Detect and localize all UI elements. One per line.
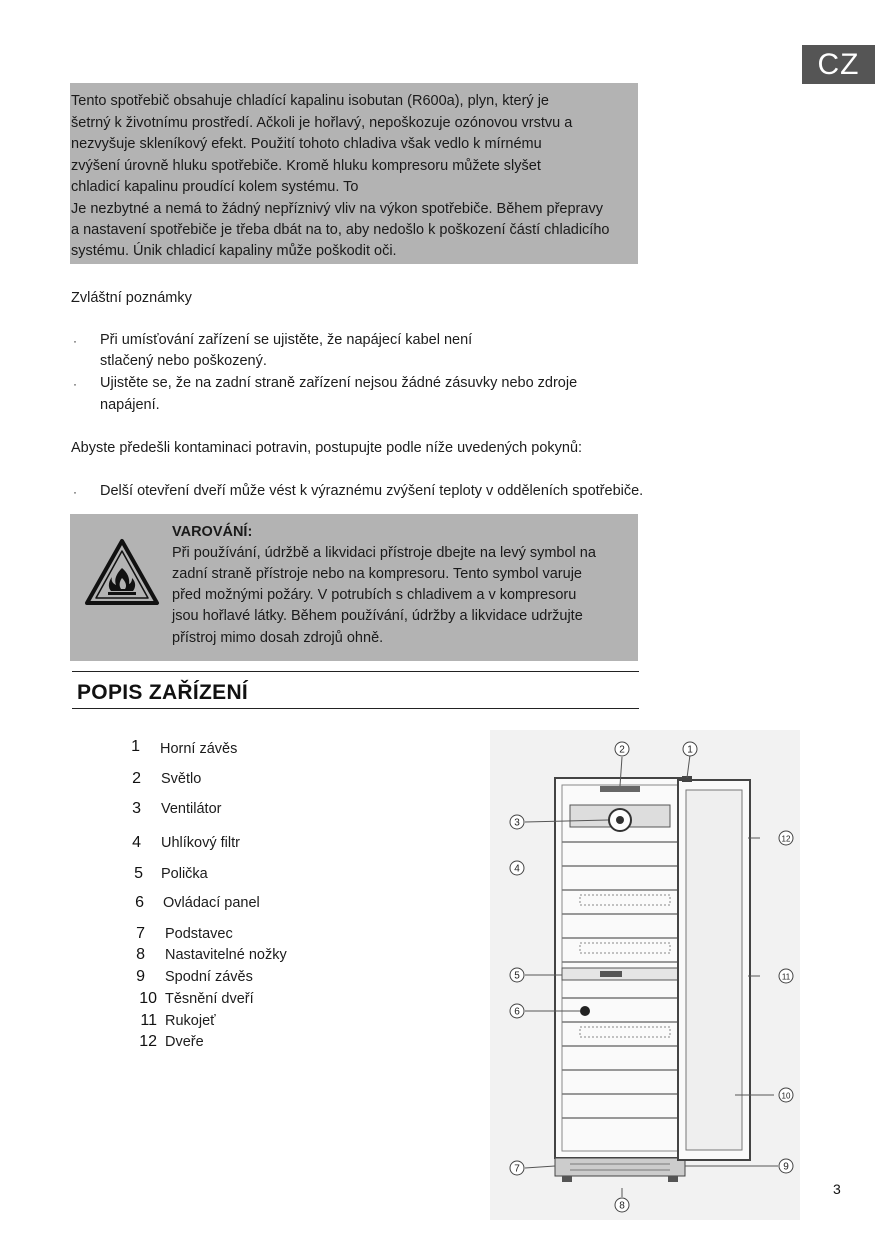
part-label: Horní závěs — [160, 741, 238, 757]
callout-label: 5 — [514, 970, 520, 982]
note-item-2-line-1: Ujistěte se, že na zadní straně zařízení nejsou žádné zásuvky nebo zdroje — [100, 375, 578, 391]
part-label: Polička — [161, 866, 208, 882]
part-number: 2 — [132, 770, 141, 787]
callout-label: 2 — [619, 744, 625, 756]
part-number: 6 — [135, 894, 144, 911]
callout-label: 1 — [687, 744, 693, 756]
intro-line: Tento spotřebič obsahuje chladící kapalinu isobutan (R600a), plyn, který je — [71, 93, 549, 109]
callout-label: 7 — [514, 1163, 520, 1175]
part-number: 7 — [136, 925, 145, 942]
warning-line: jsou hořlavé látky. Během používání, údržby a likvidace udržujte — [172, 608, 583, 624]
intro-line: Je nezbytné a nemá to žádný nepříznivý vliv na výkon spotřebiče. Během přepravy — [71, 201, 603, 217]
callout-label: 3 — [514, 817, 520, 829]
flammable-warning-icon — [84, 538, 160, 606]
section-title: POPIS ZAŘÍZENÍ — [77, 681, 249, 704]
callout-label: 8 — [619, 1200, 625, 1212]
intro-line: nezvyšuje skleníkový efekt. Použití tohoto chladiva však vedlo k mírnému — [71, 136, 542, 152]
intro-info-box — [70, 83, 638, 264]
warning-line: zadní straně přístroje nebo na kompresoru. Tento symbol varuje — [172, 566, 582, 582]
bullet-icon: · — [73, 334, 77, 348]
callout-label: 12 — [781, 834, 791, 844]
intro-line: šetrný k životnímu prostředí. Ačkoli je hořlavý, nepoškozuje ozónovou vrstvu a — [71, 115, 573, 131]
contamination-intro: Abyste předešli kontaminaci potravin, postupujte podle níže uvedených pokynů: — [71, 440, 583, 456]
contamination-item-1: Delší otevření dveří může vést k výraznému zvýšení teploty v odděleních spotřebiče. — [100, 483, 644, 499]
special-notes-title: Zvláštní poznámky — [71, 290, 192, 306]
part-label: Podstavec — [165, 926, 233, 942]
diagram-callouts — [490, 730, 800, 1220]
part-label: Ovládací panel — [163, 895, 260, 911]
note-item-1-line-2: stlačený nebo poškozený. — [100, 353, 267, 369]
warning-line: před možnými požáry. V potrubích s chladivem a v kompresoru — [172, 587, 577, 603]
intro-line: a nastavení spotřebiče je třeba dbát na to, aby nedošlo k poškození částí chladicího — [71, 222, 610, 238]
bullet-icon: · — [73, 377, 77, 391]
note-item-2-line-2: napájení. — [100, 397, 160, 413]
heading-rule-bottom — [72, 708, 639, 709]
language-badge: CZ — [802, 45, 875, 84]
part-label: Uhlíkový filtr — [161, 835, 240, 851]
part-number: 5 — [134, 865, 143, 882]
heading-rule-top — [72, 671, 639, 672]
part-label: Těsnění dveří — [165, 991, 254, 1007]
warning-line: přístroj mimo dosah zdrojů ohně. — [172, 630, 384, 646]
page-number: 3 — [833, 1181, 841, 1197]
part-number: 12 — [139, 1033, 157, 1050]
callout-label: 9 — [783, 1161, 789, 1173]
warning-box — [70, 514, 638, 661]
warning-title: VAROVÁNÍ: — [172, 524, 253, 540]
intro-line: zvýšení úrovně hluku spotřebiče. Kromě hluku kompresoru můžete slyšet — [71, 158, 541, 174]
part-label: Ventilátor — [161, 801, 222, 817]
part-label: Spodní závěs — [165, 969, 253, 985]
part-label: Nastavitelné nožky — [165, 947, 287, 963]
part-label: Dveře — [165, 1034, 204, 1050]
part-number: 10 — [139, 990, 157, 1007]
part-label: Světlo — [161, 771, 202, 787]
bullet-icon: · — [73, 485, 77, 499]
part-number: 11 — [140, 1012, 157, 1029]
callout-label: 10 — [781, 1091, 791, 1101]
part-number: 4 — [132, 834, 141, 851]
part-number: 9 — [136, 968, 145, 985]
part-number: 8 — [136, 946, 145, 963]
note-item-1-line-1: Při umísťování zařízení se ujistěte, že napájecí kabel není — [100, 332, 473, 348]
part-number: 1 — [131, 738, 140, 755]
part-number: 3 — [132, 800, 141, 817]
callout-label: 6 — [514, 1006, 520, 1018]
part-label: Rukojeť — [165, 1013, 216, 1029]
warning-line: Při používání, údržbě a likvidaci přístroje dbejte na levý symbol na — [172, 545, 596, 561]
callout-label: 11 — [781, 972, 791, 982]
callout-label: 4 — [514, 863, 520, 875]
intro-line: systému. Únik chladicí kapaliny může poškodit oči. — [71, 243, 397, 259]
intro-line: chladicí kapalinu proudící kolem systému. To — [71, 179, 359, 195]
